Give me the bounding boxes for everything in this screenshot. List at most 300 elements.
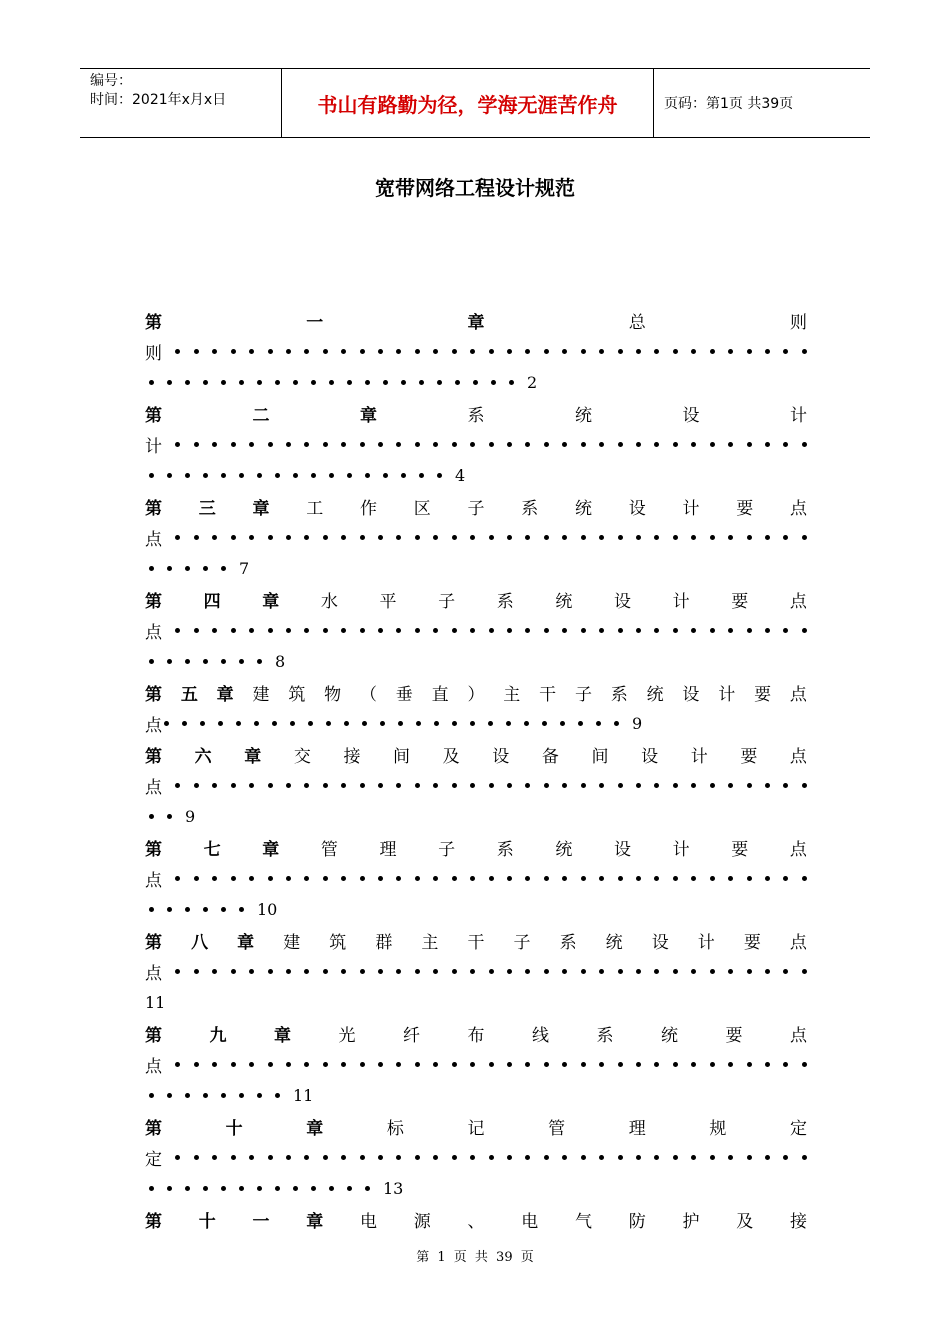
leader-dot (437, 380, 442, 385)
heading-char: 第 (145, 1212, 162, 1232)
heading-char: 定 (790, 1119, 807, 1139)
leader-dot (525, 1155, 530, 1160)
leader-dot (167, 1186, 172, 1191)
leader-dot (691, 1155, 696, 1160)
toc-entry[interactable] (145, 1204, 807, 1235)
toc-heading (145, 491, 807, 522)
page-number: 2 (527, 373, 538, 392)
leader-dot (167, 473, 172, 478)
toc-leader-row (145, 1049, 807, 1080)
leader-dot (544, 349, 549, 354)
leader-dot (747, 969, 752, 974)
toc-entry[interactable] (145, 739, 807, 832)
leader-dot (212, 1155, 217, 1160)
leader-dot (203, 473, 208, 478)
leader-dot (231, 783, 236, 788)
leader-dot (308, 721, 313, 726)
leader-dot (365, 473, 370, 478)
heading-char: 子 (574, 685, 592, 705)
page-footer: 第 1 页 共 39 页 (416, 1250, 534, 1265)
toc-heading (145, 832, 807, 863)
leader-dot (728, 628, 733, 633)
leader-dot (249, 628, 254, 633)
leader-dot (491, 380, 496, 385)
heading-char: 章 (467, 313, 485, 333)
heading-char: 设 (492, 747, 510, 767)
leader-dot (525, 783, 530, 788)
heading-char: 系 (467, 406, 485, 426)
leader-dot (473, 380, 478, 385)
leader-dot (212, 1062, 217, 1067)
leader-dot (239, 1093, 244, 1098)
heading-char: 防 (628, 1212, 646, 1232)
leader-dot (272, 721, 277, 726)
leader-dot (203, 566, 208, 571)
leader-dot (654, 442, 659, 447)
leader-dot (783, 535, 788, 540)
leader-dot (489, 535, 494, 540)
toc-page-row (145, 553, 807, 584)
heading-char: ） (467, 685, 485, 705)
toc-page-row (145, 367, 807, 398)
leader-dot (747, 349, 752, 354)
leader-dot (249, 535, 254, 540)
heading-char: 第 (145, 313, 162, 333)
leader-dot (304, 783, 309, 788)
heading-char: 第 (145, 592, 162, 612)
leader-dot (437, 473, 442, 478)
leader-dot (218, 721, 223, 726)
heading-char: 设 (614, 592, 631, 612)
leader-dot (239, 473, 244, 478)
leader-dot (470, 349, 475, 354)
heading-char: 接 (790, 1212, 807, 1232)
page-number: 11 (293, 1086, 314, 1105)
heading-char: 要 (740, 747, 758, 767)
leader-dot (164, 721, 169, 726)
leader-dot (383, 473, 388, 478)
leader-dot (185, 1093, 190, 1098)
leader-dot (304, 969, 309, 974)
leader-dot (221, 380, 226, 385)
heading-char: 统 (555, 592, 573, 612)
heading-char: 气 (575, 1212, 592, 1232)
leader-dot (365, 380, 370, 385)
leader-dot (710, 783, 715, 788)
leader-dot (257, 473, 262, 478)
leader-dot (636, 535, 641, 540)
leader-dot (347, 1186, 352, 1191)
toc-entry[interactable] (145, 305, 807, 398)
leader-dot (341, 1155, 346, 1160)
heading-tail-char: 点 (145, 623, 162, 643)
leader-dot (304, 1155, 309, 1160)
leader-dot (212, 442, 217, 447)
leader-dot (293, 1186, 298, 1191)
heading-char: 计 (697, 933, 715, 953)
leader-dot (489, 969, 494, 974)
leader-dot (747, 876, 752, 881)
leader-dot (194, 442, 199, 447)
heading-char: 子 (438, 840, 456, 860)
leader-dot (341, 1062, 346, 1067)
document-title: 宽带网络工程设计规范 (375, 176, 575, 200)
leader-dot (323, 876, 328, 881)
leader-dot (783, 876, 788, 881)
leader-dot (470, 1062, 475, 1067)
leader-dot (544, 969, 549, 974)
leader-dot (360, 628, 365, 633)
leader-dot (290, 721, 295, 726)
heading-char: 标 (386, 1119, 404, 1139)
leader-dot (286, 783, 291, 788)
leader-dot (654, 1062, 659, 1067)
leader-dot (149, 566, 154, 571)
leader-dot (802, 969, 807, 974)
leader-dot (286, 628, 291, 633)
toc-entry[interactable] (145, 584, 807, 677)
leader-dot (360, 349, 365, 354)
heading-char: 点 (789, 592, 807, 612)
leader-dot (747, 783, 752, 788)
leader-dot (360, 1062, 365, 1067)
heading-char: 章 (262, 592, 280, 612)
leader-dot (275, 1093, 280, 1098)
leader-dot (360, 1155, 365, 1160)
heading-char: 十 (198, 1212, 216, 1232)
leader-dot (185, 907, 190, 912)
leader-dot (239, 1186, 244, 1191)
leader-dot (221, 566, 226, 571)
leader-dot (525, 876, 530, 881)
heading-char: 统 (646, 685, 664, 705)
leader-dot (599, 628, 604, 633)
heading-char: 第 (145, 1119, 162, 1139)
leader-dot (175, 1062, 180, 1067)
leader-dot (599, 349, 604, 354)
heading-char: 章 (244, 747, 262, 767)
leader-dot (765, 628, 770, 633)
leader-dot (691, 876, 696, 881)
leader-dot (710, 628, 715, 633)
toc-entry[interactable] (145, 398, 807, 491)
heading-char: 备 (541, 747, 559, 767)
leader-dot (452, 721, 457, 726)
leader-dot (599, 969, 604, 974)
leader-dot (323, 1062, 328, 1067)
leader-dot (596, 721, 601, 726)
leader-dot (560, 721, 565, 726)
leader-dot (249, 349, 254, 354)
heading-char: 主 (503, 685, 521, 705)
page-number: 10 (257, 900, 278, 919)
header-page-code: 页码：第1页 共39页 (664, 96, 794, 112)
heading-char: 四 (203, 592, 221, 612)
toc-entry[interactable] (145, 832, 807, 925)
heading-char: 设 (682, 685, 700, 705)
toc-heading (145, 398, 807, 429)
toc-entry[interactable] (145, 491, 807, 584)
leader-dot (378, 1062, 383, 1067)
leader-dot (509, 380, 514, 385)
heading-char: 子 (467, 499, 485, 519)
leader-dot (194, 876, 199, 881)
heading-char: 源 (413, 1212, 431, 1232)
leader-dot (802, 628, 807, 633)
leader-dot (360, 969, 365, 974)
heading-char: 间 (591, 747, 609, 767)
leader-dot (618, 783, 623, 788)
leader-dot (783, 442, 788, 447)
leader-dot (691, 969, 696, 974)
leader-dot (175, 783, 180, 788)
header-meta (80, 69, 282, 137)
leader-dot (149, 814, 154, 819)
leader-dot (765, 442, 770, 447)
leader-dot (396, 628, 401, 633)
leader-dot (293, 380, 298, 385)
leader-dot (175, 349, 180, 354)
toc-leader-row (145, 1142, 807, 1173)
leader-dot (765, 535, 770, 540)
leader-dot (470, 783, 475, 788)
toc-leader-row (145, 708, 807, 739)
leader-dot (614, 721, 619, 726)
leader-dot (728, 969, 733, 974)
leader-dot (562, 783, 567, 788)
heading-char: 点 (789, 840, 807, 860)
leader-dot (802, 876, 807, 881)
leader-dot (268, 535, 273, 540)
heading-char: 第 (145, 406, 162, 426)
leader-dot (691, 628, 696, 633)
leader-dot (175, 628, 180, 633)
leader-dot (544, 535, 549, 540)
leader-dot (470, 969, 475, 974)
leader-dot (341, 442, 346, 447)
leader-dot (194, 628, 199, 633)
toc-page-row (145, 894, 807, 925)
leader-dot (654, 969, 659, 974)
leader-dot (401, 473, 406, 478)
heading-char: 点 (789, 685, 807, 705)
leader-dot (433, 876, 438, 881)
leader-dot (489, 1155, 494, 1160)
heading-char: 、 (467, 1212, 485, 1232)
leader-dot (167, 814, 172, 819)
leader-dot (341, 628, 346, 633)
leader-dot (470, 876, 475, 881)
leader-dot (415, 535, 420, 540)
leader-dot (599, 876, 604, 881)
heading-char: 点 (789, 747, 807, 767)
leader-dot (257, 1093, 262, 1098)
leader-dot (747, 1062, 752, 1067)
heading-char: 统 (555, 840, 573, 860)
leader-dot (249, 442, 254, 447)
leader-dot (221, 473, 226, 478)
leader-dot (452, 969, 457, 974)
leader-dot (599, 1062, 604, 1067)
leader-dot (175, 876, 180, 881)
leader-dot (323, 1155, 328, 1160)
toc-entry[interactable] (145, 925, 807, 1018)
leader-dot (673, 1062, 678, 1067)
heading-char: 章 (306, 1119, 324, 1139)
leader-dot (452, 628, 457, 633)
heading-char: 规 (709, 1119, 727, 1139)
leader-dot (452, 783, 457, 788)
leader-dot (562, 535, 567, 540)
heading-char: 系 (596, 1026, 614, 1046)
heading-char: 要 (725, 1026, 743, 1046)
leader-dot (507, 1062, 512, 1067)
leader-dot (728, 783, 733, 788)
heading-char: 物 (324, 685, 342, 705)
page-number: 9 (185, 807, 196, 826)
toc-heading (145, 739, 807, 770)
heading-char: 理 (628, 1119, 646, 1139)
leader-dot (636, 349, 641, 354)
leader-dot (286, 1062, 291, 1067)
leader-dot (578, 721, 583, 726)
leader-dot (765, 969, 770, 974)
table-of-contents (145, 305, 807, 1235)
leader-dot (360, 783, 365, 788)
leader-dot (507, 442, 512, 447)
heading-char: 建 (252, 685, 270, 705)
header-motto: 书山有路勤为径，学海无涯苦作舟 (282, 69, 654, 137)
leader-dot (544, 442, 549, 447)
heading-char: 交 (293, 747, 311, 767)
heading-char: 护 (682, 1212, 700, 1232)
heading-char: 干 (467, 933, 485, 953)
leader-dot (323, 783, 328, 788)
leader-dot (185, 380, 190, 385)
leader-dot (489, 876, 494, 881)
heading-char: 工 (306, 499, 324, 519)
leader-dot (323, 628, 328, 633)
heading-char: 管 (548, 1119, 566, 1139)
toc-entry[interactable] (145, 1018, 807, 1111)
leader-dot (362, 721, 367, 726)
leader-dot (268, 783, 273, 788)
leader-dot (167, 659, 172, 664)
leader-dot (275, 1186, 280, 1191)
leader-dot (383, 380, 388, 385)
leader-dot (304, 628, 309, 633)
leader-dot (433, 349, 438, 354)
leader-dot (194, 535, 199, 540)
leader-dot (783, 349, 788, 354)
heading-char: 要 (731, 592, 749, 612)
leader-dot (802, 535, 807, 540)
leader-dot (599, 783, 604, 788)
leader-dot (341, 349, 346, 354)
leader-dot (673, 876, 678, 881)
leader-dot (167, 1093, 172, 1098)
toc-page-row (145, 646, 807, 677)
toc-heading (145, 677, 807, 708)
heading-char: 电 (360, 1212, 377, 1232)
heading-char: 三 (198, 499, 216, 519)
leader-dot (341, 876, 346, 881)
heading-tail-char: 点 (145, 778, 162, 798)
leader-dot (433, 1155, 438, 1160)
leader-dot (194, 349, 199, 354)
heading-char: 第 (145, 1026, 162, 1046)
leader-dot (673, 628, 678, 633)
leader-dot (249, 1155, 254, 1160)
leader-dot (323, 535, 328, 540)
heading-char: 七 (203, 840, 221, 860)
heading-char: 群 (375, 933, 393, 953)
leader-dot (293, 473, 298, 478)
leader-dot (341, 969, 346, 974)
leader-dot (728, 349, 733, 354)
heading-char: 光 (338, 1026, 356, 1046)
leader-dot (654, 783, 659, 788)
leader-dot (636, 628, 641, 633)
leader-dot (581, 349, 586, 354)
leader-dot (636, 442, 641, 447)
leader-dot (212, 535, 217, 540)
heading-char: 间 (393, 747, 411, 767)
leader-dot (311, 380, 316, 385)
heading-char: 干 (539, 685, 557, 705)
leader-dot (344, 721, 349, 726)
leader-dot (470, 442, 475, 447)
leader-dot (194, 1155, 199, 1160)
leader-dot (618, 876, 623, 881)
toc-entry[interactable] (145, 677, 807, 739)
leader-dot (380, 721, 385, 726)
leader-dot (728, 876, 733, 881)
leader-dot (691, 535, 696, 540)
heading-tail-char: 点 (145, 964, 162, 984)
leader-dot (239, 907, 244, 912)
toc-entry[interactable] (145, 1111, 807, 1204)
leader-dot (581, 1062, 586, 1067)
leader-dot (415, 1062, 420, 1067)
heading-tail-char: 点 (145, 1057, 162, 1077)
leader-dot (415, 1155, 420, 1160)
leader-dot (304, 1062, 309, 1067)
heading-char: 区 (413, 499, 431, 519)
leader-dot (257, 659, 262, 664)
leader-dot (470, 721, 475, 726)
leader-dot (268, 1062, 273, 1067)
heading-char: 总 (628, 313, 646, 333)
heading-char: 章 (252, 499, 270, 519)
leader-dot (268, 349, 273, 354)
leader-dot (231, 969, 236, 974)
heading-char: 统 (575, 499, 592, 519)
leader-dot (212, 783, 217, 788)
leader-dot (378, 783, 383, 788)
leader-dot (149, 1093, 154, 1098)
leader-dot (419, 473, 424, 478)
heading-char: 纤 (403, 1026, 420, 1046)
leader-dot (599, 535, 604, 540)
toc-heading (145, 305, 807, 336)
leader-dot (396, 783, 401, 788)
leader-dot (673, 969, 678, 974)
leader-dot (415, 628, 420, 633)
leader-dot (636, 1155, 641, 1160)
heading-char: 主 (421, 933, 439, 953)
heading-char: 八 (191, 933, 209, 953)
